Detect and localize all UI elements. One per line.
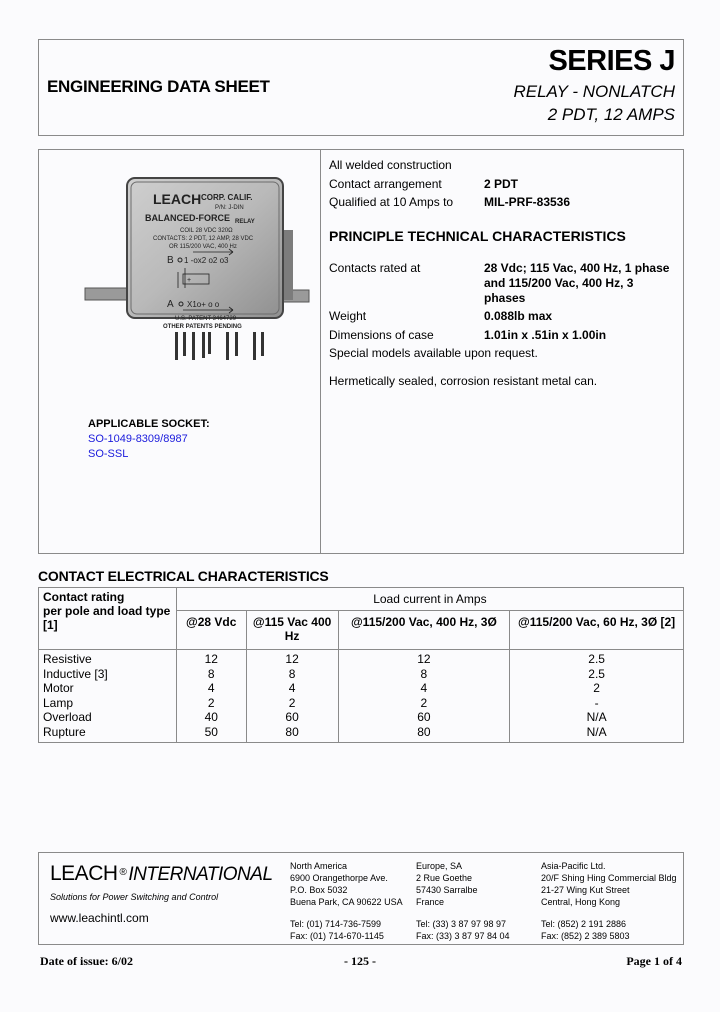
ptc-dimensions-value: 1.01in x .51in x 1.00in (484, 328, 607, 342)
svg-text:BALANCED-FORCE: BALANCED-FORCE (145, 213, 230, 223)
document-type-title: ENGINEERING DATA SHEET (47, 77, 270, 96)
svg-text:B: B (167, 255, 174, 266)
feature-qualified-value: MIL-PRF-83536 (484, 195, 571, 209)
svg-text:+: + (187, 277, 192, 284)
company-tagline: Solutions for Power Switching and Control (50, 892, 219, 902)
ptc-contacts-value: 28 Vdc; 115 Vac, 400 Hz, 1 phase and 115/200 Vac, 400 Hz, 3 phases (484, 261, 670, 305)
values-115vac-column: 12 8 4 2 60 80 (246, 650, 338, 743)
socket-link-so-ssl[interactable]: SO-SSL (88, 448, 129, 460)
ptc-hermetic-note: Hermetically sealed, corrosion resistant metal can. (329, 374, 598, 388)
contact-characteristics-title: CONTACT ELECTRICAL CHARACTERISTICS (38, 568, 329, 584)
load-type-column: Resistive Inductive [3] Motor Lamp Overload Rupture (39, 650, 177, 743)
office-north-america: North America 6900 Orangethorpe Ave. P.O. Box 5032 Buena Park, CA 90622 USA Tel: (01) 714-736-7599 Fax: (01) 714-670-1145 (290, 861, 403, 941)
page-number-center: - 125 - (344, 954, 376, 968)
ptc-special-models-note: Special models available upon request. (329, 346, 538, 360)
column-divider (320, 150, 321, 553)
ptc-contacts-label: Contacts rated at (329, 261, 421, 275)
group-header: Load current in Amps (176, 588, 683, 611)
applicable-socket (88, 418, 210, 460)
socket-link-so-1049[interactable]: SO-1049-8309/8987 (88, 433, 188, 445)
relay-image-icon (83, 160, 315, 360)
contact-characteristics-table (38, 587, 684, 743)
feature-welded: All welded construction (329, 158, 452, 172)
svg-text:1 -ox2 o2 o3: 1 -ox2 o2 o3 (184, 256, 229, 265)
row-header-cell: Contact rating per pole and load type [1] (39, 588, 177, 650)
column-header-115-200vac-60hz: @115/200 Vac, 60 Hz, 3Ø [2] (510, 611, 684, 650)
table-body-row (39, 650, 684, 743)
svg-text:CONTACTS: 2 PDT, 12 AMP, 28 VD: CONTACTS: 2 PDT, 12 AMP, 28 VDC (153, 236, 254, 242)
company-website-link[interactable]: www.leachintl.com (50, 911, 149, 925)
series-title: SERIES J (548, 45, 675, 77)
relay-type-subtitle: RELAY - NONLATCH (513, 82, 675, 101)
rating-subtitle: 2 PDT, 12 AMPS (547, 105, 675, 124)
product-info-box (38, 149, 684, 554)
svg-text:X1o+ o o: X1o+ o o (187, 300, 220, 309)
values-28vdc-column: 12 8 4 2 40 50 (176, 650, 246, 743)
svg-text:OTHER PATENTS PENDING: OTHER PATENTS PENDING (163, 324, 242, 330)
office-europe: Europe, SA 2 Rue Goethe 57430 Sarralbe France Tel: (33) 3 87 97 98 97 Fax: (33) 3 87 97 84 04 (416, 861, 510, 941)
values-115-200vac-400hz-column: 12 8 4 2 60 80 (338, 650, 510, 743)
feature-contact-arrangement-label: Contact arrangement (329, 177, 442, 191)
ptc-weight-label: Weight (329, 309, 367, 323)
svg-text:OR 115/200 VAC, 400 Hz: OR 115/200 VAC, 400 Hz (169, 244, 237, 250)
column-header-115vac: @115 Vac 400 Hz (246, 611, 338, 650)
ptc-weight-value: 0.088lb max (484, 309, 553, 323)
date-of-issue: Date of issue: 6/02 (40, 954, 133, 968)
svg-text:P/N: J-DIN: P/N: J-DIN (215, 205, 244, 211)
feature-contact-arrangement-value: 2 PDT (484, 177, 519, 191)
relay-photo (83, 160, 315, 360)
column-header-115-200vac-400hz: @115/200 Vac, 400 Hz, 3Ø (338, 611, 510, 650)
ptc-title: PRINCIPLE TECHNICAL CHARACTERISTICS (329, 228, 626, 244)
page-of-total: Page 1 of 4 (626, 954, 682, 968)
svg-text:CORP. CALIF.: CORP. CALIF. (201, 193, 253, 202)
socket-title: APPLICABLE SOCKET: (88, 418, 210, 430)
company-footer-box (38, 852, 684, 945)
feature-qualified-label: Qualified at 10 Amps to (329, 195, 454, 209)
svg-text:COIL 28 VDC 320Ω: COIL 28 VDC 320Ω (180, 228, 233, 234)
svg-text:LEACH: LEACH (153, 191, 202, 207)
svg-text:U.S. PATENT 3464729: U.S. PATENT 3464729 (175, 316, 237, 322)
header-box (38, 39, 684, 136)
office-asia-pacific: Asia-Pacific Ltd. 20/F Shing Hing Commercial Bldg 21-27 Wing Kut Street Central, Hong Kong Tel: (852) 2 191 2886 Fax: (852) 2 389 5803 (541, 861, 677, 941)
svg-text:RELAY: RELAY (235, 219, 255, 225)
ptc-dimensions-label: Dimensions of case (329, 328, 434, 342)
company-logo: LEACH ® INTERNATIONAL (50, 862, 273, 885)
svg-text:A: A (167, 299, 174, 310)
values-115-200vac-60hz-column: 2.5 2.5 2 - N/A N/A (510, 650, 684, 743)
column-header-28vdc: @28 Vdc (176, 611, 246, 650)
